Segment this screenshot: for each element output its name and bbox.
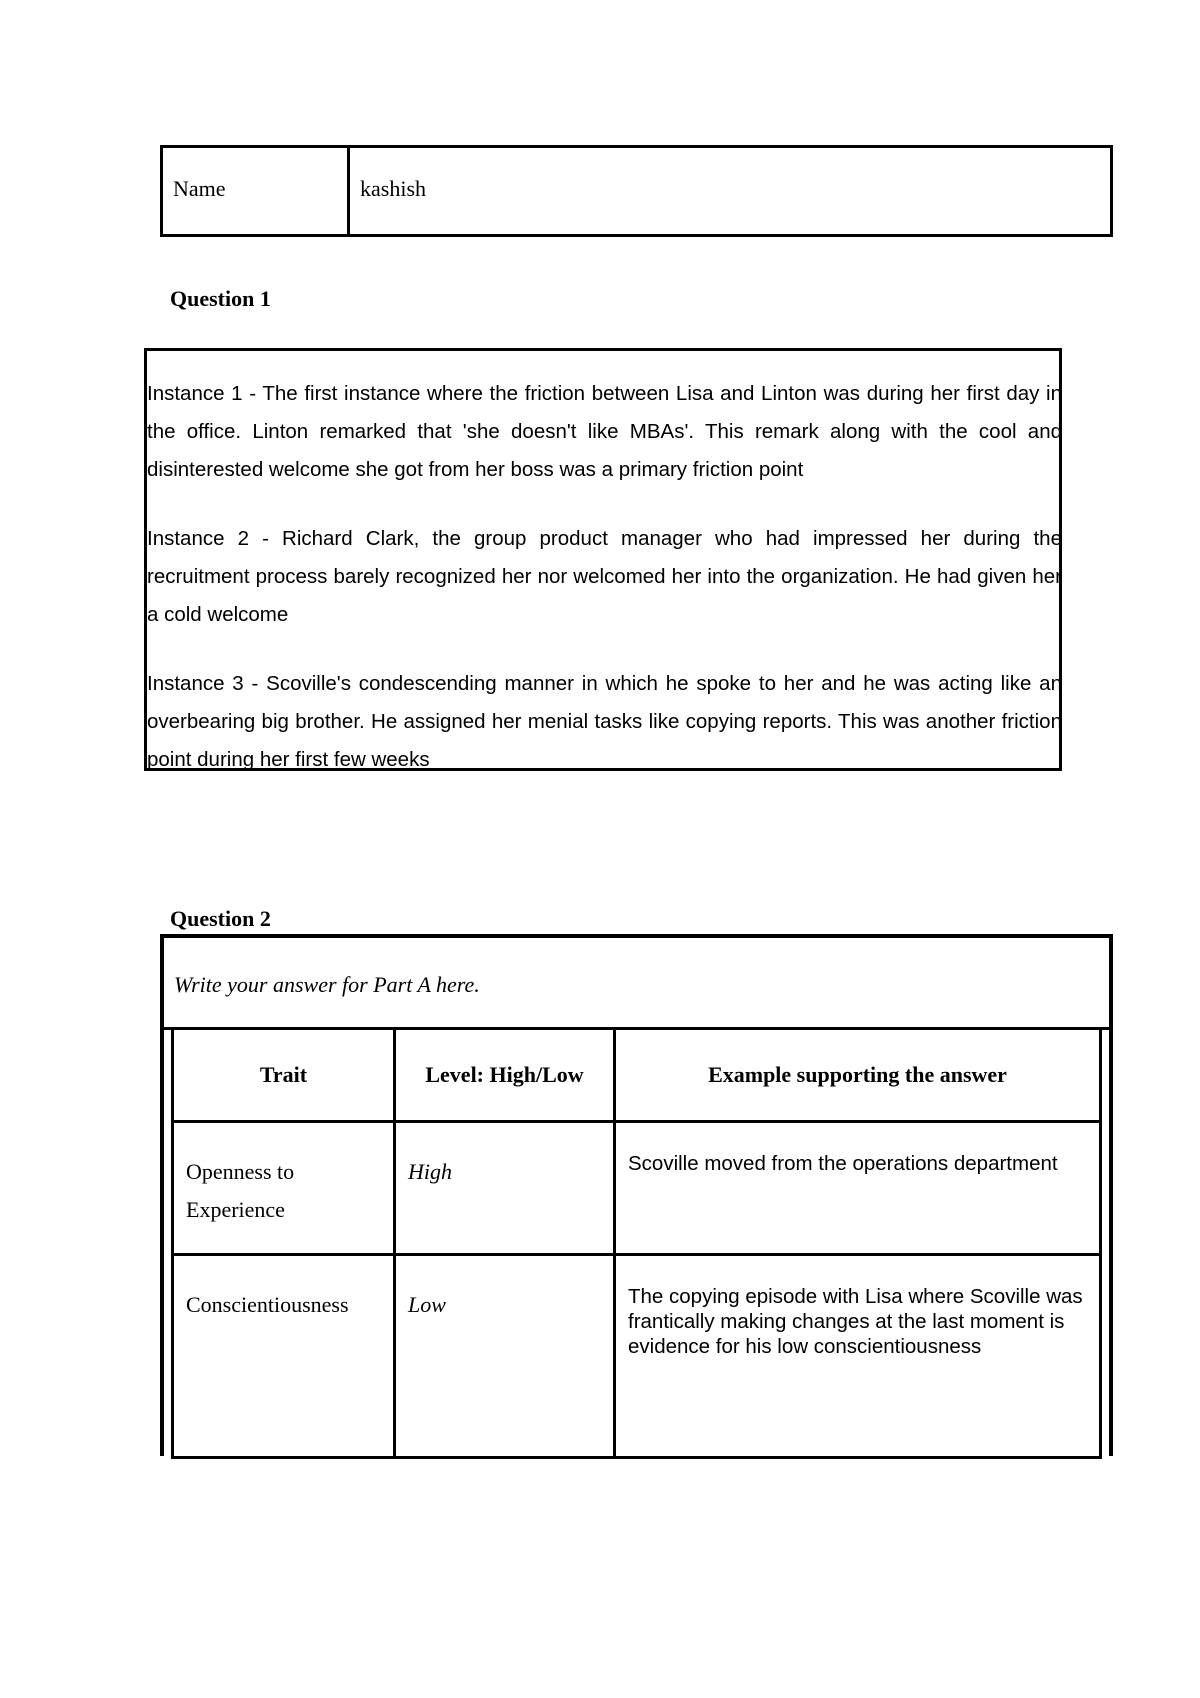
trait-text: Conscientiousness [186, 1292, 349, 1317]
outer-border-left [160, 1030, 164, 1456]
instance-3-text: Instance 3 - Scoville's condescending manner in which he spoke to her and he was acting like an overbearing big brother. He assigned her menial tasks like copying reports. This was another friction point during her first few weeks [147, 672, 1062, 771]
trait-table [171, 1027, 1102, 1459]
name-table [160, 145, 1113, 237]
header-trait: Trait [173, 1029, 395, 1122]
outer-border-right [1109, 1030, 1113, 1456]
table-row [173, 1255, 1101, 1458]
question2-table-wrapper [160, 934, 1113, 1456]
level-cell [395, 1122, 615, 1255]
name-label: Name [163, 148, 350, 234]
table-row [173, 1122, 1101, 1255]
trait-cell [173, 1255, 395, 1458]
level-cell [395, 1255, 615, 1458]
table-header-row [173, 1029, 1101, 1122]
example-cell [615, 1255, 1101, 1458]
trait-cell [173, 1122, 395, 1255]
part-a-prompt: Write your answer for Part A here. [160, 934, 1113, 1030]
question2-heading: Question 2 [170, 906, 271, 931]
instance-2-text: Instance 2 - Richard Clark, the group product manager who had impressed her during the recruitment process barely recognized her nor welcomed her into the organization. He had given her a cold welcome [147, 527, 1062, 626]
header-example: Example supporting the answer [615, 1029, 1101, 1122]
example-text: The copying episode with Lisa where Scoville was frantically making changes at the last moment is evidence for his low conscientiousness [628, 1285, 1083, 1358]
level-text: High [408, 1159, 452, 1184]
header-level: Level: High/Low [395, 1029, 615, 1122]
level-text: Low [408, 1292, 446, 1317]
name-value: kashish [360, 176, 426, 201]
instance-1-text: Instance 1 - The first instance where the friction between Lisa and Linton was during her first day in the office. Linton remarked that 'she doesn't like MBAs'. This remark along with the cool and disinterested welcome she got from her boss was a primary friction point [147, 382, 1062, 481]
example-cell [615, 1122, 1101, 1255]
example-text: Scoville moved from the operations department [628, 1152, 1058, 1175]
trait-text: Openness to Experience [186, 1159, 295, 1222]
question1-heading: Question 1 [170, 286, 271, 311]
question1-answer-box [144, 348, 1062, 771]
